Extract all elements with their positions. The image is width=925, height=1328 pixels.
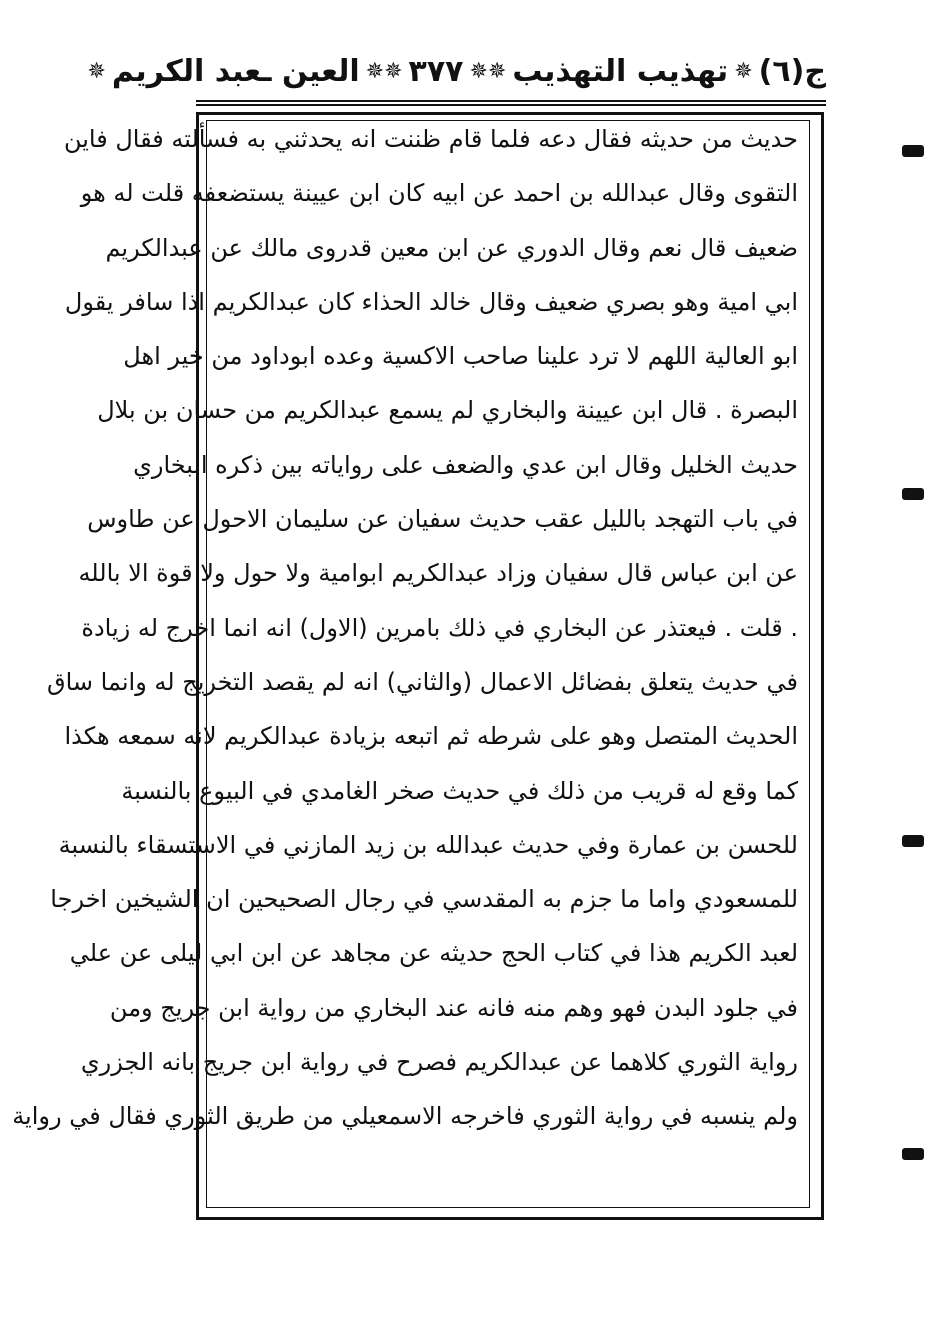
text-body: [12, 112, 798, 1144]
text-line: في حديث يتعلق بفضائل الاعمال (والثاني) انه لم يقصد التخريج له وانما ساق: [46, 667, 798, 696]
ornament-star-icon: ✵: [734, 58, 753, 84]
text-line: . قلت . فيعتذر عن البخاري في ذلك بامرين (الاول) انه انما اخرج له زيادة: [81, 613, 798, 642]
text-line: التقوى وقال عبدالله بن احمد عن ابيه كان ابن عيينة يستضعفه قلت له هو: [80, 179, 798, 208]
header-rule-top: [196, 100, 826, 102]
page-header: [87, 40, 826, 102]
header-section: العين ـعبد الكريم: [111, 53, 360, 89]
text-line: في جلود البدن فهو وهم منه فانه عند البخاري من رواية ابن جريج ومن: [109, 993, 798, 1022]
ornament-star-icon: ✵: [469, 58, 488, 84]
text-line: كما وقع له قريب من ذلك في حديث صخر الغامدي في البيوع بالنسبة: [121, 776, 798, 805]
text-line: ابو العالية اللهم لا ترد علينا صاحب الاكسية وعده ابوداود من خير اهل: [123, 342, 798, 371]
text-line: ولم ينسبه في رواية الثوري فاخرجه الاسمعيلي من طريق الثوري فقال في رواية: [12, 1102, 798, 1131]
text-line: لعبد الكريم هذا في كتاب الحج حديثه عن مجاهد عن ابن ابي ليلى عن علي: [69, 939, 798, 968]
header-section-group: [87, 54, 384, 89]
header-volume: ج(٦): [758, 53, 826, 89]
header-book-title: تهذيب التهذيب: [512, 53, 729, 89]
header-rule-bottom: [196, 104, 826, 106]
ornament-star-icon: ✵: [384, 58, 403, 84]
text-line: البصرة . قال ابن عيينة والبخاري لم يسمع عبدالكريم من حسان بن بلال: [97, 396, 798, 425]
text-line: حديث الخليل وقال ابن عدي والضعف على رواياته بين ذكره البخاري: [133, 450, 798, 479]
ornament-star-icon: ✵: [487, 58, 507, 84]
header-page-number: ٣٧٧: [408, 53, 464, 89]
text-line: في باب التهجد بالليل عقب حديث سفيان عن سليمان الاحول عن طاوس: [87, 505, 798, 534]
ornament-star-icon: ✵: [365, 58, 385, 84]
text-line: ابي امية وهو بصري ضعيف وقال خالد الحذاء كان عبدالكريم اذا سافر يقول: [64, 287, 798, 316]
text-line: حديث من حديثه فقال دعه فلما قام ظننت انه يحدثني به فسألته فقال فاين: [63, 125, 798, 153]
margin-marker: [902, 145, 924, 157]
header-volume-group: [488, 54, 826, 89]
text-line: للمسعودي واما ما جزم به المقدسي في رجال الصحيحين ان الشيخين اخرجا: [50, 885, 798, 914]
margin-marker: [902, 488, 924, 500]
margin-marker: [902, 835, 924, 847]
header-page-group: [384, 54, 488, 89]
margin-marker: [902, 1148, 924, 1160]
ornament-star-icon: ✵: [87, 58, 106, 84]
text-line: ضعيف قال نعم وقال الدوري عن ابن معين قدروى مالك عن عبدالكريم: [105, 233, 798, 262]
text-line: رواية الثوري كلاهما عن عبدالكريم فصرح في رواية ابن جريج بانه الجزري: [80, 1048, 798, 1077]
text-line: عن ابن عباس قال سفيان وزاد عبدالكريم ابوامية ولا حول ولا قوة الا بالله: [78, 559, 798, 588]
text-line: الحديث المتصل وهو على شرطه ثم اتبعه بزيادة عبدالكريم لانه سمعه هكذا: [64, 722, 798, 751]
text-line: للحسن بن عمارة وفي حديث عبدالله بن زيد المازني في الاستسقاء بالنسبة: [58, 830, 798, 859]
